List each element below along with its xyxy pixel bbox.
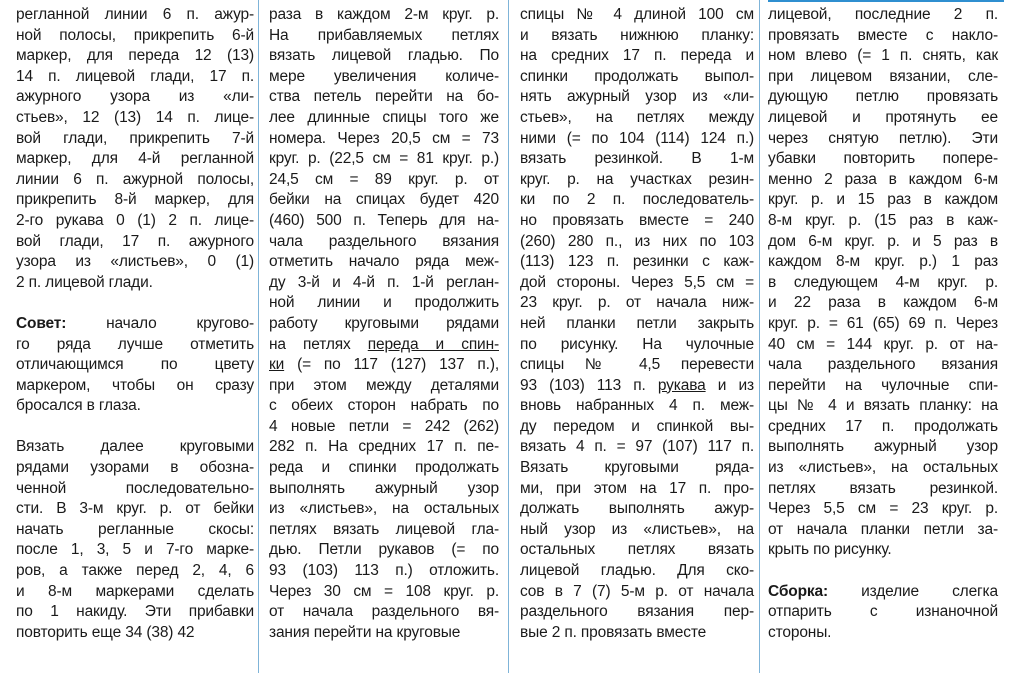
tip-label: Совет: (16, 314, 67, 332)
assembly-label: Сборка: (768, 582, 828, 600)
text-line: маркером, чтобы он сразу (16, 376, 254, 394)
text-line: бейки на спицах будет 420 (269, 191, 499, 209)
text-line: на средних 17 п. переда и (520, 47, 754, 65)
text-line: ки по 2 п. последователь- (520, 191, 754, 209)
text-line: маркер, для 4-й регланной (16, 150, 254, 168)
text-line: номера. Через 20,5 см = 73 (269, 129, 499, 147)
text-line (16, 417, 254, 438)
text-line: ними (= по 104 (114) 124 п.) (520, 129, 754, 147)
text-line: круг. р. (22,5 см = 81 круг. р.) (269, 150, 499, 168)
text-line: дой стороны. Через 5,5 см = (520, 273, 754, 291)
text-line: (460) 500 п. Теперь для на- (269, 211, 499, 229)
text-line: узора из «листьев», 0 (1) (16, 253, 254, 271)
text-line: нять ажурный узор из «ли- (520, 88, 754, 106)
text-line: после 1, 3, 5 и 7-го марке- (16, 541, 254, 559)
text-line: отметить начало ряда меж- (269, 253, 499, 271)
text-line: провязать вместе с накло- (768, 26, 998, 44)
text-line: крыть по рисунку. (768, 541, 892, 559)
text-line: убавки повторить попере- (768, 150, 998, 168)
text-line: ный узор из «листьев», на (520, 520, 754, 538)
text-line: ченной последовательно- (16, 479, 254, 497)
text-line: средних 17 п. продолжать (768, 417, 998, 435)
text-line: ней планки петли закрыть (520, 314, 754, 332)
text-line: круг. р. и 15 раз в каждом (768, 191, 998, 209)
text-line: Вязать круговыми ряда- (520, 459, 754, 477)
text-line: чала раздельного вязания (768, 356, 998, 374)
text-line: из «листьев», на остальных (768, 459, 998, 477)
column-divider (759, 0, 760, 673)
text-line: (260) 280 п., из них по 103 (520, 232, 754, 250)
text-line: остальных петлях вязать (520, 541, 754, 559)
text-line: спинки продолжать выпол- (520, 67, 754, 85)
text-line: ду передом и спинкой вы- (520, 417, 754, 435)
text-line (16, 293, 254, 314)
text-line: Совет: начало кругово- (16, 314, 254, 332)
text-line: каждом 8-м круг. р.) 1 раз (768, 253, 998, 271)
text-line: вой глади, 17 п. ажурного (16, 232, 254, 250)
text-line: (113) 123 п. резинки с каж- (520, 253, 754, 271)
text-line: повторить еще 34 (38) 42 (16, 623, 195, 641)
text-line: бросался в глаза. (16, 397, 141, 415)
text-column-3 (520, 5, 754, 643)
text-line: по 1 накиду. Эти прибавки (16, 603, 254, 621)
text-line: 93 (103) 113 п.) отложить. (269, 562, 499, 580)
text-line: отличающимся по цвету (16, 356, 254, 374)
text-line: выполнять ажурный узор (269, 479, 499, 497)
text-line: через снятую петлю). Эти (768, 129, 998, 147)
text-line: го ряда лучше отметить (16, 335, 254, 353)
text-line: ажурного узора из «ли- (16, 88, 254, 106)
text-column-1 (16, 5, 254, 643)
text-line: ду 3-й и 4-й п. 1-й реглан- (269, 273, 499, 291)
top-accent-line (768, 0, 1004, 2)
text-line: Сборка: изделие слегка (768, 582, 998, 600)
text-line: ки (= по 117 (127) 137 п.), (269, 356, 499, 374)
text-line: вые 2 п. провязать вместе (520, 623, 707, 641)
text-line: петлях вязать резинкой. (768, 479, 998, 497)
text-line (768, 561, 998, 582)
text-line: лицевой гладью. Для ско- (520, 562, 754, 580)
text-line: дью. Петли рукавов (= по (269, 541, 499, 559)
link-sleeve[interactable]: рукава (657, 376, 706, 394)
text-line: круг. р. на участках резин- (520, 170, 754, 188)
text-line: дом 6-м круг. р. и 5 раз в (768, 232, 998, 250)
text-column-4 (768, 5, 998, 643)
column-divider (258, 0, 259, 673)
text-line: от начала планки петли за- (768, 520, 998, 538)
text-line: 8-м круг. р. (15 раз в каж- (768, 211, 998, 229)
text-line: с обеих сторон набрать по (269, 397, 499, 415)
text-line: из «листьев», на остальных (269, 500, 499, 518)
text-line: Вязать далее круговыми (16, 438, 254, 456)
text-line: 93 (103) 113 п. рукава и из (520, 376, 754, 394)
text-line: сти. В 3-м круг. р. от бейки (16, 500, 254, 518)
text-line: 40 см = 144 круг. р. от на- (768, 335, 998, 353)
text-line: стьев», на петлях между (520, 108, 754, 126)
text-line: ров, а также перед 2, 4, 6 (16, 562, 254, 580)
text-line: выполнять ажурный узор (768, 438, 998, 456)
text-line: в следующем 4-м круг. р. (768, 273, 998, 291)
text-line: регланной линии 6 п. ажур- (16, 6, 254, 23)
text-line: прикрепить 8-й маркер, для (16, 191, 254, 209)
text-line: начать регланные скосы: (16, 520, 254, 538)
text-column-2 (269, 5, 499, 643)
text-line: от начала раздельного вя- (269, 603, 499, 621)
text-line: На прибавляемых петлях (269, 26, 499, 44)
text-line: и 22 раза в каждом 6-м (768, 294, 998, 312)
text-line: цы № 4 и вязать планку: на (768, 397, 998, 415)
link-front-back[interactable]: ки (269, 356, 285, 374)
text-line: вязать 4 п. = 97 (107) 117 п. (520, 438, 754, 456)
text-line: маркер, для переда 12 (13) (16, 47, 254, 65)
text-line: работу круговыми рядами (269, 314, 499, 332)
text-line: и 8-м маркерами сделать (16, 582, 254, 600)
link-front-back[interactable]: переда и спин- (367, 335, 499, 353)
text-line: сов в 7 (7) 5-м р. от начала (520, 582, 754, 600)
text-line: лицевой и протянуть ее (768, 108, 998, 126)
text-line: менно 2 раза в каждом 6-м (768, 170, 998, 188)
text-line: вой глади, прикрепить 7-й (16, 129, 254, 147)
text-line: при этом между деталями (269, 376, 499, 394)
text-line: но провязать вместе = 240 (520, 211, 754, 229)
text-line: рядами узорами в обозна- (16, 459, 254, 477)
text-line: 2-го рукава 0 (1) 2 п. лице- (16, 211, 254, 229)
text-line: вязать лицевой гладью. По (269, 47, 499, 65)
text-line: реда и спинки продолжать (269, 459, 499, 477)
text-line: ной линии и продолжить (269, 294, 499, 312)
text-line: 24,5 см = 89 круг. р. от (269, 170, 499, 188)
text-line: мере увеличения количе- (269, 67, 499, 85)
text-line: отпарить с изнаночной (768, 603, 998, 621)
text-line: Через 5,5 см = 23 круг. р. (768, 500, 998, 518)
text-line: 2 п. лицевой глади. (16, 273, 153, 291)
column-divider (508, 0, 509, 673)
text-line: ном влево (= 1 п. снять, как (768, 47, 998, 65)
text-line: спицы № 4,5 перевести (520, 356, 754, 374)
text-line: раздельного вязания пер- (520, 603, 754, 621)
text-line: и вязать нижнюю планку: (520, 26, 754, 44)
text-line: 4 новые петли = 242 (262) (269, 417, 499, 435)
text-line: должать выполнять ажур- (520, 500, 754, 518)
text-line: перейти на чулочные спи- (768, 376, 998, 394)
text-line: лицевой, последние 2 п. (768, 6, 998, 23)
text-line: ства петель перейти на бо- (269, 88, 499, 106)
text-line: круг. р. = 61 (65) 69 п. Через (768, 314, 998, 332)
text-line: вязать резинкой. В 1-м (520, 150, 754, 168)
text-line: на петлях переда и спин- (269, 335, 499, 353)
text-line: линии 6 п. ажурной полосы, (16, 170, 254, 188)
text-line: при лицевом вязании, сле- (768, 67, 998, 85)
text-line: 282 п. На средних 17 п. пе- (269, 438, 499, 456)
text-line: стороны. (768, 623, 832, 641)
text-line: стьев», 12 (13) 14 п. лице- (16, 108, 254, 126)
text-line: ми, при этом на 17 п. про- (520, 479, 754, 497)
text-line: спицы № 4 длиной 100 см (520, 6, 754, 23)
text-line: раза в каждом 2-м круг. р. (269, 6, 499, 23)
text-line: 14 п. лицевой глади, 17 п. (16, 67, 254, 85)
text-line: Через 30 см = 108 круг. р. (269, 582, 499, 600)
text-line: зания перейти на круговые (269, 623, 461, 641)
text-line: по рисунку. На чулочные (520, 335, 754, 353)
text-line: дующую петлю провязать (768, 88, 998, 106)
text-line: ной полосы, прикрепить 6-й (16, 26, 254, 44)
text-line: петлях вязать лицевой гла- (269, 520, 499, 538)
text-line: чала раздельного вязания (269, 232, 499, 250)
text-line: вновь набранных 4 п. меж- (520, 397, 754, 415)
text-line: 23 круг. р. от начала ниж- (520, 294, 754, 312)
text-line: лее длинные спицы того же (269, 108, 499, 126)
